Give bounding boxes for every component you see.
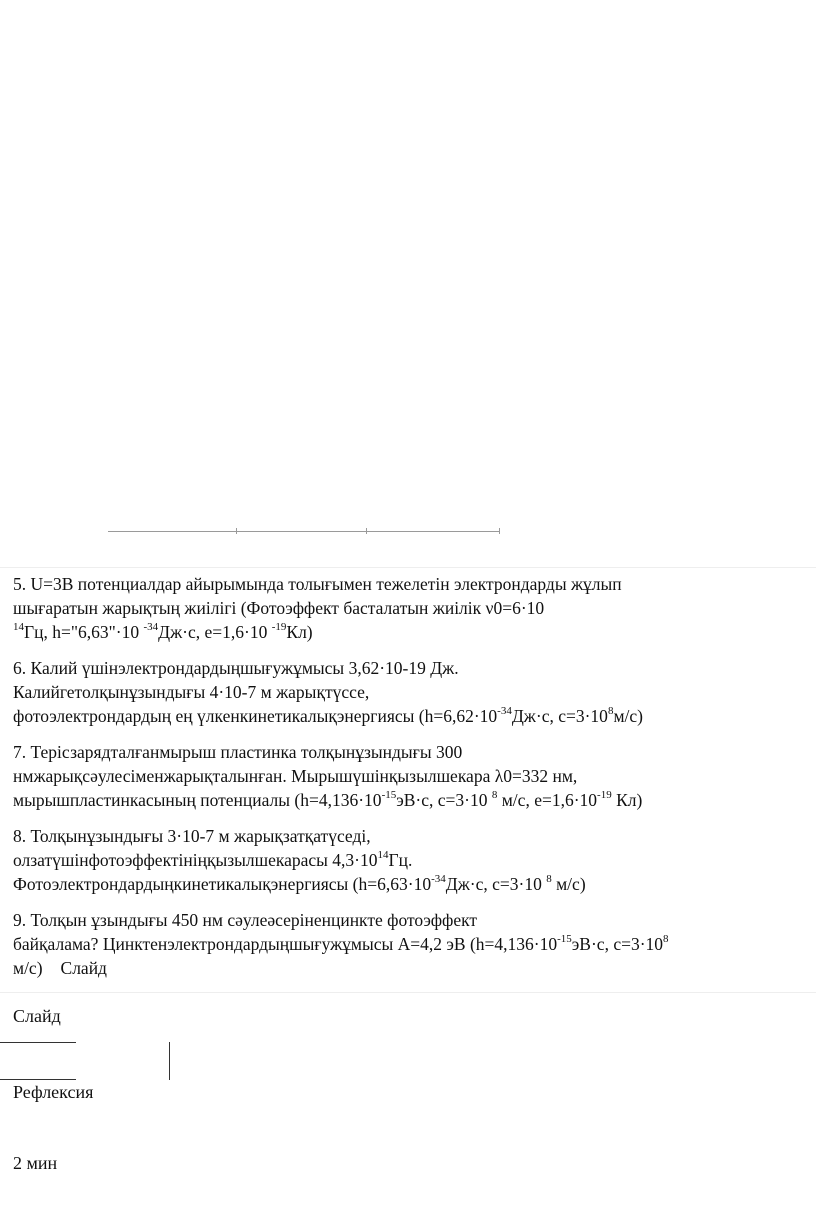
task-line — [13, 824, 808, 848]
table-border-tick — [236, 528, 237, 534]
text-run: Дж·с, c=3·10 — [511, 706, 608, 726]
table-border-tick — [366, 528, 367, 534]
text-run: олзатүшінфотоэффектініңқызылшекарасы 4,3·10 — [13, 850, 378, 870]
task-line — [13, 848, 808, 872]
superscript-exponent: 14 — [13, 621, 24, 634]
task-line — [13, 596, 808, 620]
text-run: эВ·с, c=3·10 — [571, 934, 664, 954]
task-line — [13, 704, 808, 728]
superscript-exponent: -15 — [381, 789, 397, 802]
slide-label: Слайд — [13, 1006, 61, 1026]
task-line — [13, 956, 808, 980]
superscript-exponent: -34 — [143, 621, 159, 634]
task-line — [13, 572, 808, 596]
superscript-exponent: -19 — [271, 621, 287, 634]
time-label: 2 мин — [13, 1153, 58, 1173]
table-border-line — [108, 531, 500, 532]
task-line — [13, 788, 808, 812]
text-run: байқалама? Цинктенэлектрондардыңшығужұмысы A=4,2 эВ (h=4,136·10 — [13, 934, 558, 954]
task-line — [13, 740, 808, 764]
text-run: шығаратын жарықтың жиілігі (Фотоэффект басталатын жиілік ν0=6·10 — [13, 598, 545, 618]
text-run: фотоэлектрондардың ең үлкенкинетикалықэнергиясы (h=6,62·10 — [13, 706, 498, 726]
superscript-exponent: 8 — [663, 933, 669, 946]
superscript-exponent: 8 — [491, 789, 498, 802]
task-line — [13, 872, 808, 896]
table-rule — [0, 1042, 76, 1043]
table-rule — [0, 1079, 76, 1080]
task-paragraph — [13, 572, 808, 644]
reflection-label: Рефлексия — [13, 1082, 94, 1102]
section-divider-top — [0, 567, 816, 568]
superscript-exponent: -34 — [497, 705, 512, 718]
task-paragraph — [13, 824, 808, 896]
text-run: 8. Толқынұзындығы 3·10-7 м жарықзатқатүседі, — [13, 826, 371, 846]
text-run: эВ·с, c=3·10 — [396, 790, 492, 810]
task-line — [13, 620, 808, 644]
text-run: м/с) Слайд — [13, 958, 94, 978]
section-divider-bottom — [0, 992, 816, 993]
task-line — [13, 908, 808, 932]
superscript-exponent: -34 — [431, 873, 446, 886]
text-run: нмжарықсәулесіменжарықталынған. Мырышүшінқызылшекара λ0=332 нм, — [13, 766, 578, 786]
table-vertical-rule — [169, 1042, 170, 1080]
text-run: 9. Толқын ұзындығы 450 нм сәулеәсеріненцинкте фотоэффект — [13, 910, 478, 930]
text-run: Дж·с, e=1,6·10 — [158, 622, 272, 642]
superscript-exponent: -15 — [557, 933, 572, 946]
text-run: Кл) — [286, 622, 313, 642]
text-run: 7. Терісзарядталғанмырыш пластинка толқынұзындығы 300 — [13, 742, 463, 762]
superscript-exponent: 8 — [546, 873, 552, 886]
task-line — [13, 656, 808, 680]
text-run: м/с, e=1,6·10 — [497, 790, 598, 810]
task-line — [13, 680, 808, 704]
task-paragraph — [13, 740, 808, 812]
task-paragraph — [13, 908, 808, 980]
task-line — [13, 932, 808, 956]
task-paragraph — [13, 656, 808, 728]
superscript-exponent: 8 — [607, 705, 614, 718]
text-run: Гц. — [388, 850, 413, 870]
task-list — [13, 572, 808, 992]
task-line — [13, 764, 808, 788]
text-run: м/с) — [551, 874, 586, 894]
text-run: Калийгетолқынұзындығы 4·10-7 м жарықтүссе, — [13, 682, 370, 702]
text-run: Дж·с, c=3·10 — [445, 874, 547, 894]
text-run: Гц, h="6,63"·10 — [24, 622, 144, 642]
text-run: 6. Калий үшінэлектрондардыңшығужұмысы 3,62·10-19 Дж. — [13, 658, 459, 678]
text-run: мырышпластинкасының потенциалы (h=4,136·10 — [13, 790, 382, 810]
text-run: Фотоэлектрондардыңкинетикалықэнергиясы (h=6,63·10 — [13, 874, 432, 894]
text-run: Кл) — [611, 790, 643, 810]
text-run: м/с) — [613, 706, 643, 726]
text-run: 5. U=3B потенциалдар айырымында толығымен тежелетін электрондарды жұлып — [13, 574, 622, 594]
table-border-tick — [499, 528, 500, 534]
superscript-exponent: 14 — [377, 849, 389, 862]
superscript-exponent: -19 — [597, 789, 612, 802]
